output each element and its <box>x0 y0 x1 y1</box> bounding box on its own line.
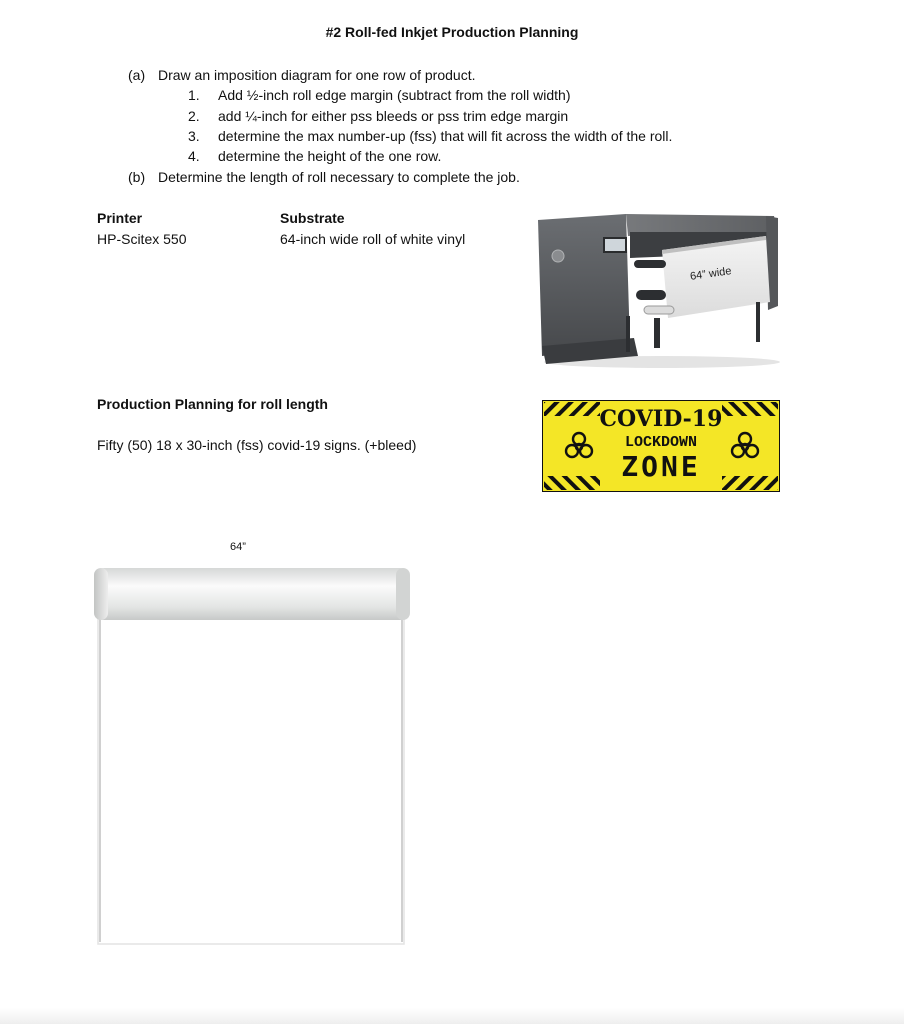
step-number: 2. <box>188 108 200 124</box>
step-text: determine the max number-up (fss) that will fit across the width of the roll. <box>218 128 673 144</box>
sign-line-2: LOCKDOWN <box>624 434 697 451</box>
step-text: add ¼-inch for either pss bleeds or pss trim edge margin <box>218 108 569 124</box>
part-a-marker: (a) <box>128 67 146 83</box>
planning-heading: Production Planning for roll length <box>97 396 328 412</box>
sign-line-1: COVID-19 <box>599 406 723 432</box>
step-text: determine the height of the one row. <box>218 148 442 164</box>
step-text: Add ½-inch roll edge margin (subtract from the roll width) <box>218 87 571 103</box>
sign-line-3: ZONE <box>621 450 701 483</box>
printer-value: HP-Scitex 550 <box>97 231 187 247</box>
step-number: 4. <box>188 148 200 164</box>
covid-sign-image <box>542 400 780 492</box>
printer-image <box>534 206 782 370</box>
substrate-value: 64-inch wide roll of white vinyl <box>280 231 466 247</box>
printer-width-annotation: 64” wide <box>689 265 733 283</box>
vinyl-roll-diagram <box>88 566 416 946</box>
printer-label: Printer <box>97 210 143 226</box>
part-b-marker: (b) <box>128 169 146 185</box>
substrate-label: Substrate <box>280 210 345 226</box>
step-number: 3. <box>188 128 200 144</box>
part-a-text: Draw an imposition diagram for one row of product. <box>158 67 476 83</box>
job-description: Fifty (50) 18 x 30-inch (fss) covid-19 signs. (+bleed) <box>97 437 417 453</box>
step-number: 1. <box>188 87 200 103</box>
part-b-text: Determine the length of roll necessary to complete the job. <box>158 169 520 185</box>
roll-width-label: 64” <box>230 541 246 553</box>
page-bottom-edge <box>0 1008 904 1024</box>
page-title: #2 Roll-fed Inkjet Production Planning <box>325 24 579 40</box>
